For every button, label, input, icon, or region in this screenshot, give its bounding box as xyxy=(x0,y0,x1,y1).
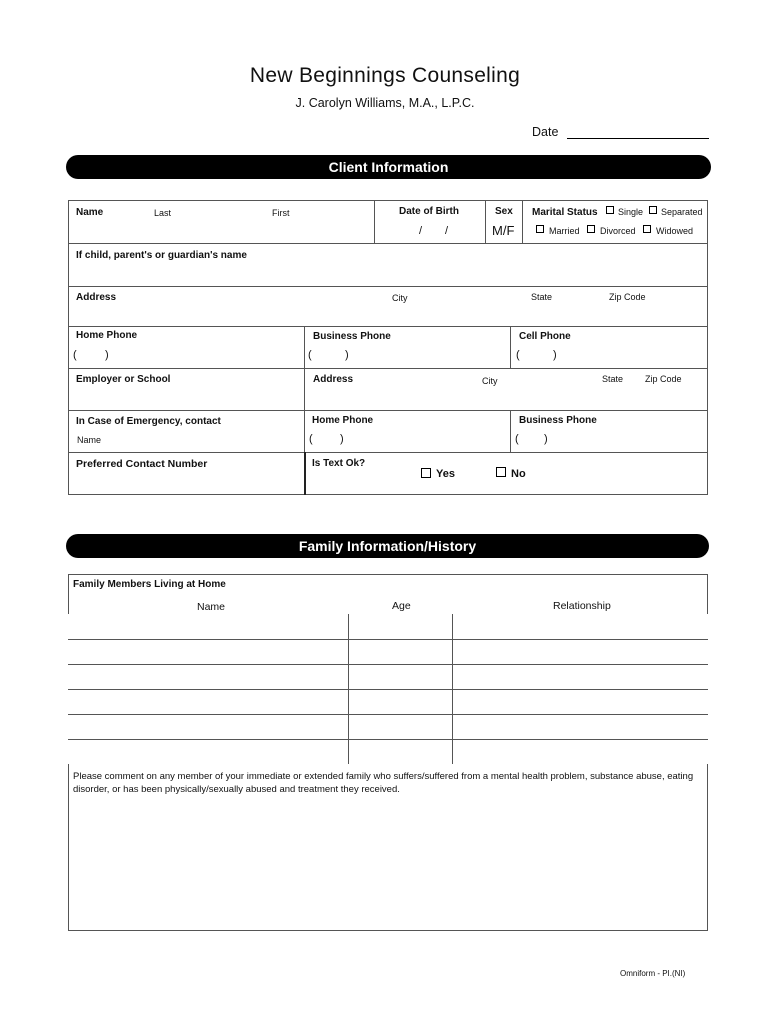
emergency-contact-label: In Case of Emergency, contact xyxy=(76,416,221,427)
date-field[interactable] xyxy=(567,138,709,139)
guardian-label: If child, parent's or guardian's name xyxy=(76,250,247,261)
text-ok-label: Is Text Ok? xyxy=(312,458,366,469)
dob-label: Date of Birth xyxy=(399,206,459,217)
last-name-label: Last xyxy=(154,208,172,218)
widowed-checkbox[interactable] xyxy=(643,225,651,233)
column-divider xyxy=(510,410,511,452)
column-divider xyxy=(304,452,306,495)
family-table-right-border xyxy=(707,574,708,614)
emergency-home-phone-field[interactable] xyxy=(308,430,506,450)
family-member-name-field[interactable] xyxy=(70,740,346,763)
employer-state-label: State xyxy=(602,374,624,384)
home-phone-paren-open: ( xyxy=(73,349,77,361)
row-divider xyxy=(68,368,708,369)
sex-label: Sex xyxy=(495,206,513,217)
sex-field[interactable]: M/F xyxy=(492,223,515,238)
emergency-business-phone-label: Business Phone xyxy=(519,415,597,426)
business-phone-paren-close: ) xyxy=(345,349,349,361)
family-member-age-field[interactable] xyxy=(350,690,450,713)
divorced-label: Divorced xyxy=(600,226,636,236)
name-label: Name xyxy=(76,207,104,218)
separated-checkbox[interactable] xyxy=(649,206,657,214)
row-divider xyxy=(68,410,708,411)
emergency-business-paren-close: ) xyxy=(544,433,548,445)
row-divider xyxy=(68,452,708,453)
family-relationship-column-header: Relationship xyxy=(553,600,611,612)
widowed-label: Widowed xyxy=(656,226,694,236)
form-id: Omniform - PI.(NI) xyxy=(620,969,686,978)
family-member-age-field[interactable] xyxy=(350,740,450,763)
emergency-contact-field[interactable] xyxy=(72,430,300,450)
page-title: New Beginnings Counseling xyxy=(249,64,521,87)
row-divider xyxy=(68,286,708,287)
separated-label: Separated xyxy=(661,207,703,217)
guardian-field[interactable] xyxy=(72,263,702,283)
column-divider xyxy=(485,200,486,243)
family-member-relationship-field[interactable] xyxy=(454,690,706,713)
family-table-top-border xyxy=(68,574,708,575)
cell-phone-label: Cell Phone xyxy=(519,331,571,342)
business-phone-paren-open: ( xyxy=(308,349,312,361)
emergency-name-label: Name xyxy=(77,435,102,445)
date-label: Date xyxy=(532,125,559,139)
employer-zip-label: Zip Code xyxy=(645,374,682,384)
family-member-relationship-field[interactable] xyxy=(454,615,706,638)
employer-city-label: City xyxy=(482,376,498,386)
preferred-contact-field[interactable] xyxy=(72,472,300,492)
family-member-name-field[interactable] xyxy=(70,615,346,638)
first-name-label: First xyxy=(272,208,290,218)
family-member-age-field[interactable] xyxy=(350,665,450,688)
city-label: City xyxy=(392,293,408,303)
family-member-name-field[interactable] xyxy=(70,690,346,713)
emergency-home-phone-label: Home Phone xyxy=(312,415,374,426)
column-divider xyxy=(374,200,375,243)
family-history-comment-field[interactable] xyxy=(72,800,704,926)
text-no-checkbox[interactable] xyxy=(496,467,506,477)
family-name-column-header: Name xyxy=(197,601,226,613)
family-table-left-border xyxy=(68,574,69,614)
dob-field[interactable] xyxy=(378,220,482,240)
practitioner-name: J. Carolyn Williams, M.A., L.P.C. xyxy=(295,96,475,110)
address-field[interactable] xyxy=(72,305,702,323)
cell-phone-field[interactable] xyxy=(514,345,704,365)
family-information-banner: Family Information/History xyxy=(66,534,709,558)
family-member-relationship-field[interactable] xyxy=(454,740,706,763)
cell-phone-paren-open: ( xyxy=(516,349,520,361)
dob-separator: / xyxy=(419,225,423,237)
column-divider xyxy=(304,410,305,452)
family-age-column-header: Age xyxy=(392,600,411,612)
column-divider xyxy=(522,200,523,243)
family-member-name-field[interactable] xyxy=(70,665,346,688)
single-label: Single xyxy=(618,207,644,217)
business-phone-field[interactable] xyxy=(308,345,506,365)
emergency-home-paren-close: ) xyxy=(340,433,344,445)
family-member-age-field[interactable] xyxy=(350,715,450,738)
family-member-relationship-field[interactable] xyxy=(454,640,706,663)
employer-field[interactable] xyxy=(72,387,300,407)
employer-address-label: Address xyxy=(313,374,354,385)
family-member-name-field[interactable] xyxy=(70,640,346,663)
home-phone-label: Home Phone xyxy=(76,330,138,341)
family-members-label: Family Members Living at Home xyxy=(73,579,226,590)
family-member-age-field[interactable] xyxy=(350,640,450,663)
text-yes-label: Yes xyxy=(436,468,455,480)
home-phone-paren-close: ) xyxy=(105,349,109,361)
state-label: State xyxy=(531,292,553,302)
family-member-relationship-field[interactable] xyxy=(454,715,706,738)
divorced-checkbox[interactable] xyxy=(587,225,595,233)
married-label: Married xyxy=(549,226,580,236)
family-history-prompt: Please comment on any member of your immediate or extended family who suffers/suffered from a mental health problem, substance abuse, eating disorder, or has been physically/sexually abused and treatment they received. xyxy=(73,771,694,795)
home-phone-field[interactable] xyxy=(72,345,300,365)
marital-status-label: Marital Status xyxy=(532,207,598,218)
address-label: Address xyxy=(76,292,117,303)
married-checkbox[interactable] xyxy=(536,225,544,233)
row-divider xyxy=(68,326,708,327)
employer-label: Employer or School xyxy=(76,374,171,385)
preferred-contact-label: Preferred Contact Number xyxy=(76,458,208,470)
single-checkbox[interactable] xyxy=(606,206,614,214)
zip-code-label: Zip Code xyxy=(609,292,646,302)
emergency-home-paren-open: ( xyxy=(309,433,313,445)
text-no-label: No xyxy=(511,468,526,480)
emergency-business-paren-open: ( xyxy=(515,433,519,445)
column-divider xyxy=(304,326,305,410)
text-yes-checkbox[interactable] xyxy=(421,468,431,478)
employer-address-field[interactable] xyxy=(308,387,704,407)
row-divider xyxy=(68,243,708,244)
client-information-banner: Client Information xyxy=(66,155,711,179)
dob-separator: / xyxy=(445,225,449,237)
emergency-business-phone-field[interactable] xyxy=(514,430,704,450)
cell-phone-paren-close: ) xyxy=(553,349,557,361)
family-member-name-field[interactable] xyxy=(70,715,346,738)
column-divider xyxy=(510,326,511,368)
business-phone-label: Business Phone xyxy=(313,331,391,342)
family-member-age-field[interactable] xyxy=(350,615,450,638)
family-member-relationship-field[interactable] xyxy=(454,665,706,688)
name-field[interactable] xyxy=(72,220,372,240)
